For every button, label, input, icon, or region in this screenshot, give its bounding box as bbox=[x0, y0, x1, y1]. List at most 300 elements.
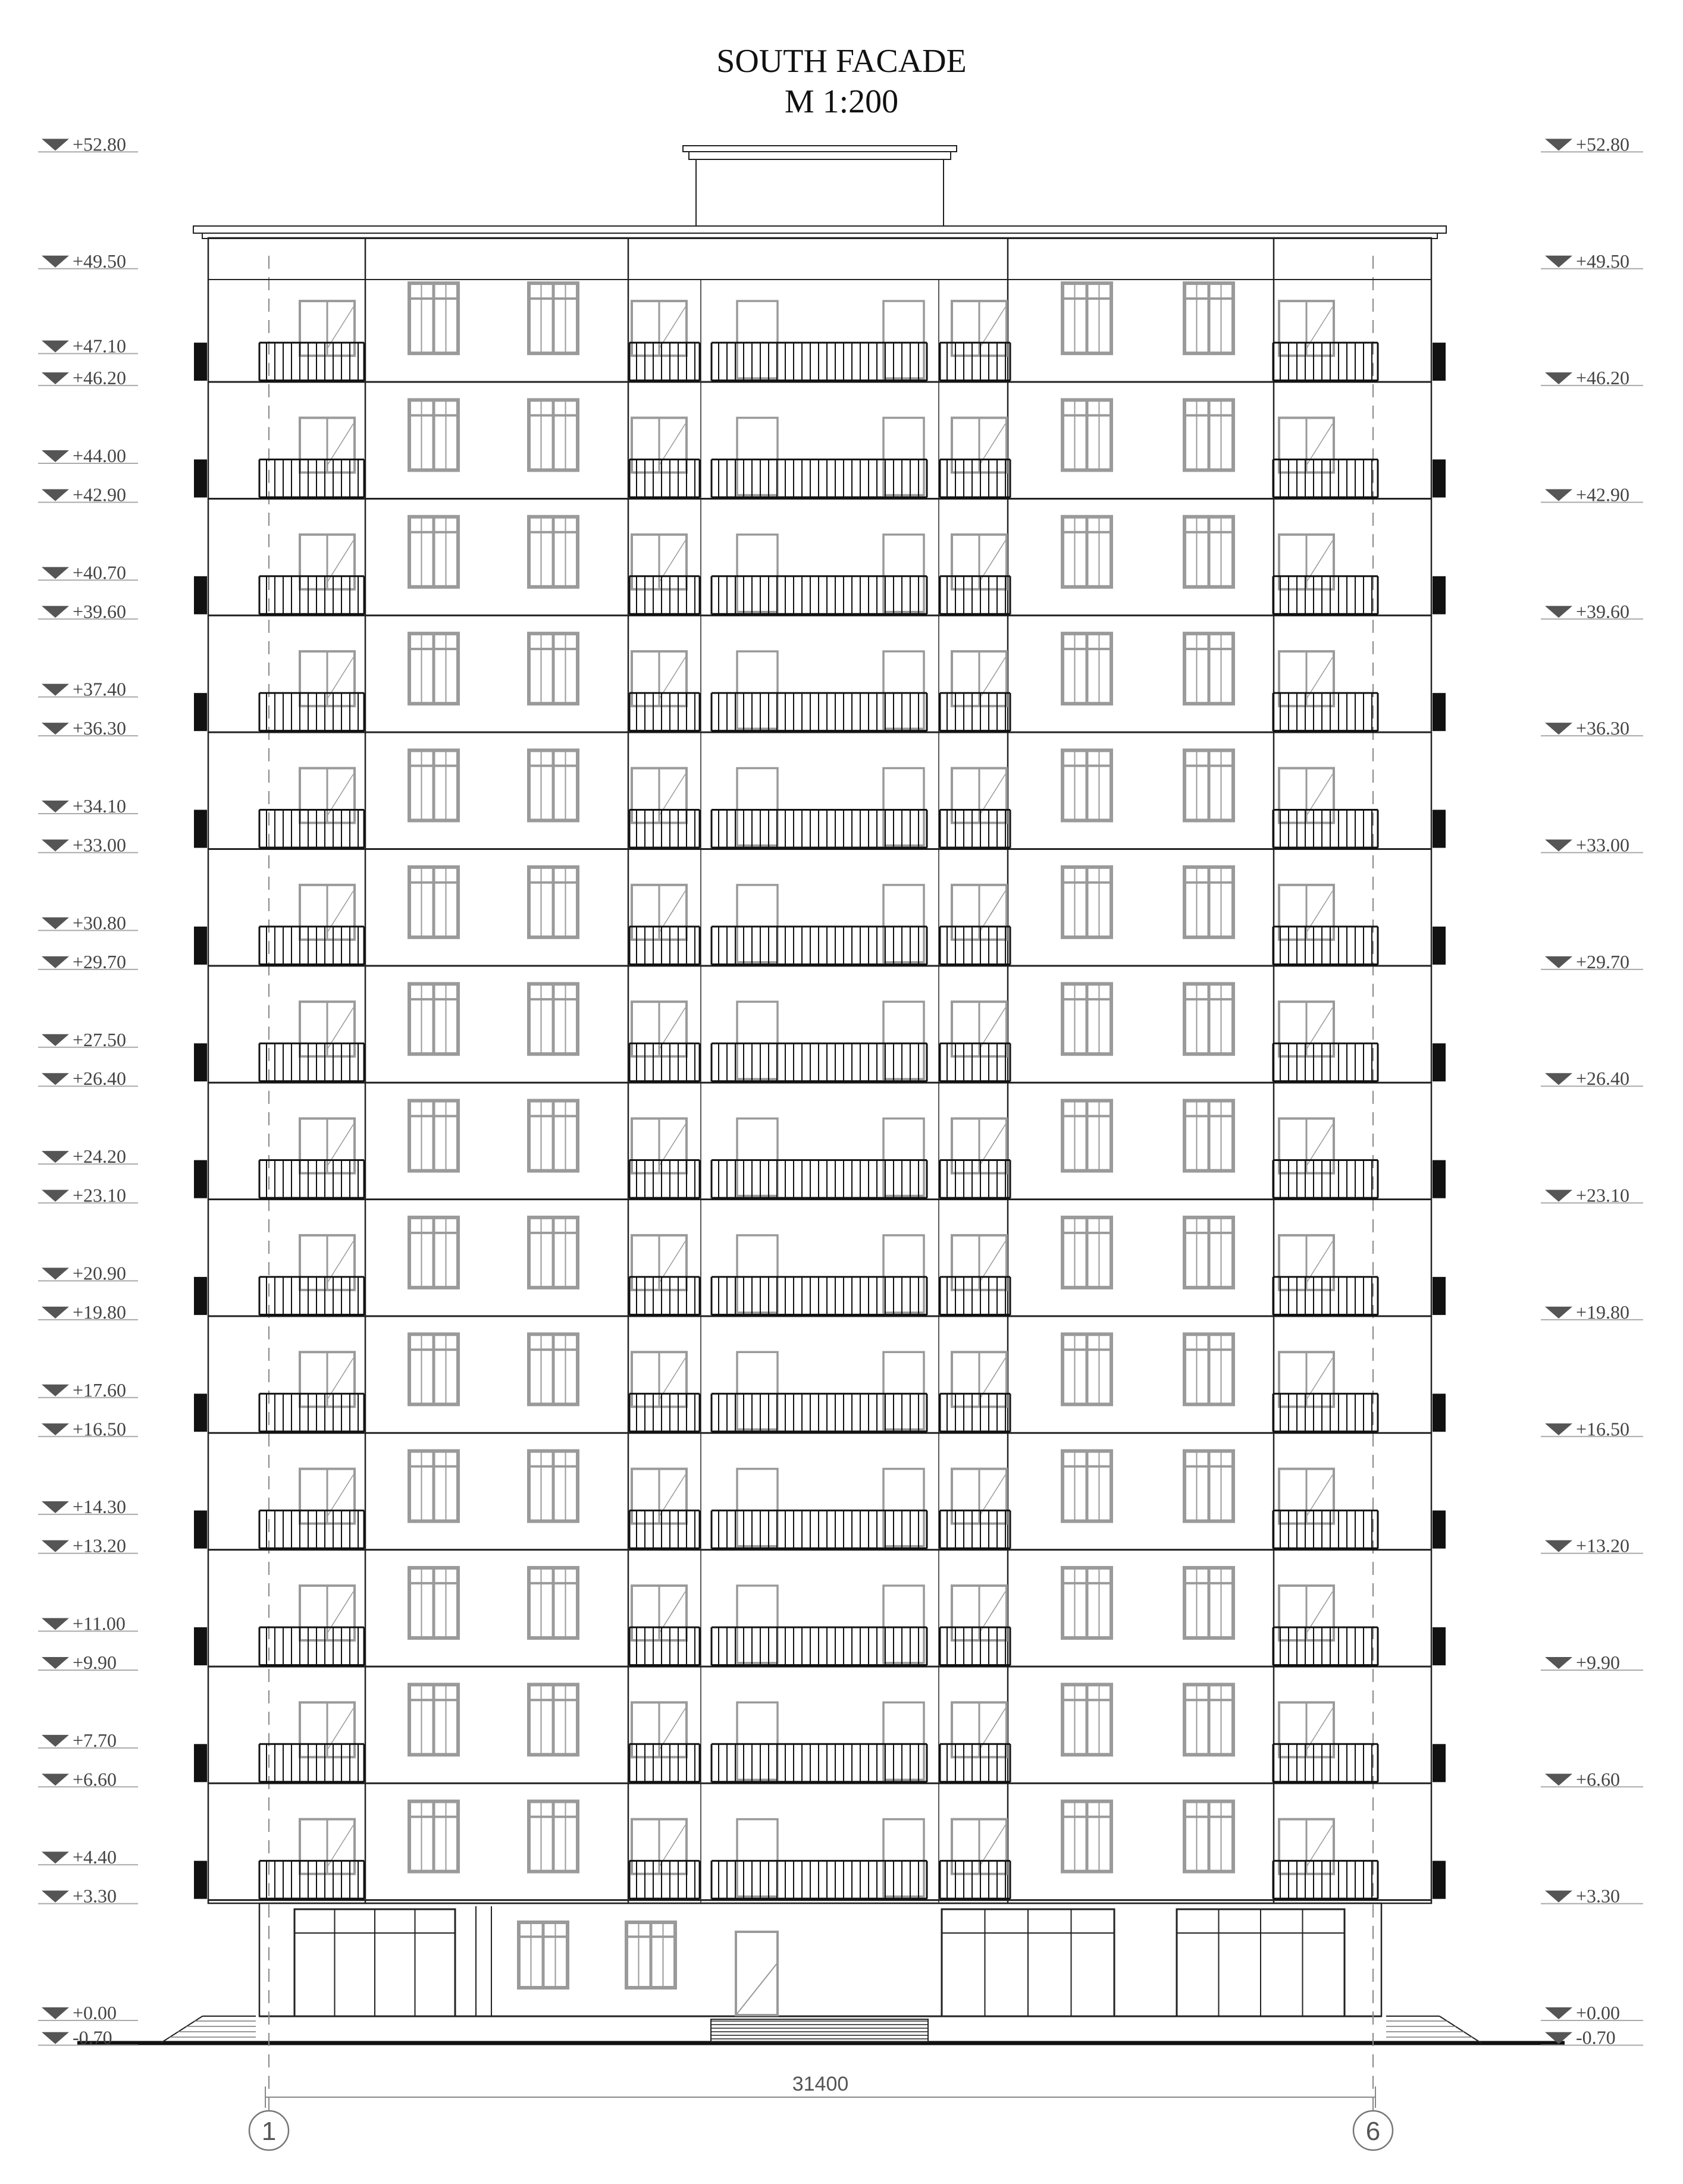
balcony-railing bbox=[712, 810, 927, 848]
side-element bbox=[194, 1861, 207, 1899]
level-marker bbox=[38, 1029, 138, 1050]
balcony-door bbox=[883, 1819, 924, 1897]
side-element bbox=[1433, 576, 1446, 614]
balcony-railing bbox=[940, 1043, 1010, 1081]
balcony-railing bbox=[629, 1043, 700, 1081]
level-triangle bbox=[42, 1540, 69, 1552]
drawing-scale: M 1:200 bbox=[784, 83, 899, 120]
window bbox=[409, 1451, 458, 1521]
level-marker bbox=[1541, 951, 1643, 972]
window bbox=[409, 1217, 458, 1288]
balcony-door bbox=[952, 1586, 1007, 1640]
storey bbox=[194, 1684, 1446, 1783]
balcony-railing bbox=[629, 1394, 700, 1432]
balcony-door bbox=[952, 418, 1007, 472]
level-label: +13.20 bbox=[1576, 1535, 1630, 1557]
level-triangle bbox=[42, 1618, 69, 1630]
level-triangle bbox=[42, 2007, 69, 2019]
balcony-railing bbox=[259, 1861, 364, 1899]
level-triangle bbox=[42, 1307, 69, 1319]
balcony-railing bbox=[940, 1511, 1010, 1549]
balcony-door bbox=[883, 418, 924, 495]
level-marker bbox=[1541, 2027, 1643, 2048]
side-element bbox=[1433, 1043, 1446, 1081]
level-label: +23.10 bbox=[1576, 1184, 1630, 1206]
window bbox=[1184, 1217, 1233, 1288]
balcony-door bbox=[883, 1352, 924, 1429]
window bbox=[1063, 283, 1111, 353]
level-marker bbox=[1541, 834, 1643, 856]
balcony-door bbox=[1279, 418, 1334, 472]
balcony-door bbox=[1279, 1702, 1334, 1757]
level-triangle bbox=[42, 1657, 69, 1669]
window bbox=[529, 1101, 578, 1171]
level-marker bbox=[38, 1146, 138, 1167]
balcony-railing bbox=[1273, 1627, 1378, 1665]
side-element bbox=[1433, 693, 1446, 731]
level-marker bbox=[38, 2027, 138, 2048]
side-element bbox=[194, 693, 207, 731]
balcony-railing bbox=[940, 343, 1010, 381]
level-label: +19.80 bbox=[1576, 1301, 1630, 1323]
window bbox=[1063, 1334, 1111, 1404]
level-triangle bbox=[42, 1735, 69, 1747]
balcony-railing bbox=[259, 1511, 364, 1549]
balcony-railing bbox=[1273, 810, 1378, 848]
window bbox=[1063, 1101, 1111, 1171]
ground-floor bbox=[259, 1903, 1381, 2016]
balcony-railing bbox=[629, 1861, 700, 1899]
level-triangle bbox=[42, 1852, 69, 1863]
level-label: +6.60 bbox=[73, 1768, 117, 1790]
level-label: +3.30 bbox=[1576, 1885, 1621, 1907]
level-marker bbox=[1541, 367, 1643, 388]
level-triangle bbox=[42, 1501, 69, 1513]
window bbox=[409, 867, 458, 937]
window bbox=[409, 751, 458, 821]
level-label: +36.30 bbox=[1576, 717, 1630, 739]
level-label: +44.00 bbox=[73, 445, 127, 466]
balcony-railing bbox=[712, 1861, 927, 1899]
balcony-railing bbox=[1273, 459, 1378, 497]
balcony-railing bbox=[940, 810, 1010, 848]
side-element bbox=[194, 576, 207, 614]
grid-axes bbox=[249, 2111, 1393, 2150]
level-triangle bbox=[42, 801, 69, 812]
storey bbox=[194, 1101, 1446, 1200]
balcony-door bbox=[1279, 651, 1334, 706]
level-label: +26.40 bbox=[73, 1068, 127, 1090]
window bbox=[529, 1684, 578, 1755]
balcony-railing bbox=[629, 1511, 700, 1549]
balcony-door bbox=[952, 1352, 1007, 1407]
level-triangle bbox=[42, 606, 69, 618]
balcony-door bbox=[883, 1119, 924, 1196]
balcony-door bbox=[952, 1702, 1007, 1757]
window bbox=[1184, 1101, 1233, 1171]
balcony-railing bbox=[629, 810, 700, 848]
door-swing bbox=[736, 1963, 778, 2015]
window bbox=[529, 1217, 578, 1288]
window bbox=[409, 1802, 458, 1872]
balcony-door bbox=[1279, 301, 1334, 356]
window bbox=[529, 400, 578, 470]
balcony-railing bbox=[712, 1627, 927, 1665]
level-triangle bbox=[42, 1385, 69, 1397]
balcony-railing bbox=[940, 1744, 1010, 1782]
balcony-railing bbox=[712, 1511, 927, 1549]
level-label: +6.60 bbox=[1576, 1768, 1621, 1790]
balcony-door bbox=[952, 1002, 1007, 1056]
balcony-door bbox=[883, 885, 924, 962]
window bbox=[529, 633, 578, 704]
storey bbox=[194, 1568, 1446, 1667]
balcony-door bbox=[883, 535, 924, 612]
level-triangle bbox=[1545, 372, 1572, 384]
window bbox=[529, 1802, 578, 1872]
window bbox=[529, 984, 578, 1054]
level-label: +11.00 bbox=[73, 1612, 126, 1634]
level-marker bbox=[38, 1301, 138, 1323]
balcony-railing bbox=[259, 1744, 364, 1782]
level-triangle bbox=[1545, 606, 1572, 618]
level-marker bbox=[1541, 1301, 1643, 1323]
side-element bbox=[194, 1160, 207, 1198]
roof-structure bbox=[696, 159, 944, 226]
balcony-door bbox=[1279, 1119, 1334, 1173]
level-label: +39.60 bbox=[1576, 600, 1630, 622]
level-label: +9.90 bbox=[1576, 1651, 1621, 1673]
balcony-railing bbox=[1273, 927, 1378, 965]
level-triangle bbox=[1545, 1073, 1572, 1085]
balcony-railing bbox=[1273, 1160, 1378, 1198]
balcony-railing bbox=[259, 1394, 364, 1432]
side-element bbox=[194, 343, 207, 381]
balcony-railing bbox=[629, 576, 700, 614]
level-marker bbox=[38, 2002, 138, 2023]
level-triangle bbox=[42, 1267, 69, 1279]
level-triangle bbox=[1545, 1423, 1572, 1435]
window bbox=[529, 1334, 578, 1404]
level-marker bbox=[38, 1262, 138, 1284]
level-marker bbox=[1541, 250, 1643, 272]
balcony-railing bbox=[940, 1627, 1010, 1665]
level-marker bbox=[1541, 1418, 1643, 1439]
window bbox=[409, 633, 458, 704]
window bbox=[529, 1451, 578, 1521]
level-marker bbox=[38, 445, 138, 466]
level-label: +37.40 bbox=[73, 678, 127, 700]
balcony-door bbox=[1279, 1586, 1334, 1640]
window bbox=[409, 1684, 458, 1755]
balcony-railing bbox=[1273, 1511, 1378, 1549]
balcony-door bbox=[883, 768, 924, 846]
level-triangle bbox=[42, 256, 69, 268]
level-triangle bbox=[1545, 1774, 1572, 1786]
level-label: +13.20 bbox=[73, 1535, 127, 1557]
storey bbox=[194, 1802, 1446, 1900]
level-label: -0.70 bbox=[73, 2026, 112, 2048]
storefront bbox=[294, 1909, 455, 2016]
balcony-railing bbox=[629, 927, 700, 965]
balcony-door bbox=[1279, 1002, 1334, 1056]
level-triangle bbox=[42, 840, 69, 852]
level-label: +42.90 bbox=[73, 484, 127, 506]
window bbox=[1063, 1568, 1111, 1638]
level-marker bbox=[1541, 2002, 1643, 2023]
level-label: +9.90 bbox=[73, 1651, 117, 1673]
level-triangle bbox=[42, 1774, 69, 1786]
level-label: +16.50 bbox=[1576, 1418, 1630, 1440]
window bbox=[1063, 1217, 1111, 1288]
window bbox=[409, 1568, 458, 1638]
tower-outline bbox=[208, 238, 1431, 1903]
level-label: +36.30 bbox=[73, 717, 127, 739]
balcony-railing bbox=[1273, 1861, 1378, 1899]
storey bbox=[194, 751, 1446, 849]
level-label: +46.20 bbox=[1576, 367, 1630, 389]
level-marker bbox=[38, 951, 138, 972]
side-element bbox=[1433, 810, 1446, 848]
balcony-railing bbox=[712, 693, 927, 731]
side-element bbox=[1433, 1277, 1446, 1315]
balcony-railing bbox=[1273, 1277, 1378, 1315]
balcony-railing bbox=[259, 1160, 364, 1198]
balcony-railing bbox=[712, 459, 927, 497]
level-label: +30.80 bbox=[73, 912, 127, 934]
balcony-door bbox=[883, 1002, 924, 1079]
level-triangle bbox=[42, 2032, 69, 2044]
window bbox=[1184, 1802, 1233, 1872]
storey bbox=[194, 633, 1446, 732]
stair-left bbox=[161, 2016, 256, 2043]
balcony-door bbox=[952, 1119, 1007, 1173]
balcony-railing bbox=[940, 1160, 1010, 1198]
level-triangle bbox=[42, 372, 69, 384]
side-element bbox=[1433, 927, 1446, 965]
level-label: +24.20 bbox=[73, 1146, 127, 1168]
level-label: +7.70 bbox=[73, 1729, 117, 1751]
level-triangle bbox=[1545, 489, 1572, 501]
balcony-door bbox=[1279, 885, 1334, 940]
window bbox=[1063, 1802, 1111, 1872]
level-triangle bbox=[42, 341, 69, 353]
balcony-door bbox=[952, 301, 1007, 356]
level-label: +49.50 bbox=[73, 250, 127, 272]
level-triangle bbox=[1545, 2007, 1572, 2019]
level-label: +3.30 bbox=[73, 1885, 117, 1907]
level-label: -0.70 bbox=[1576, 2026, 1616, 2048]
window bbox=[1184, 633, 1233, 704]
level-label: +0.00 bbox=[1576, 2002, 1621, 2023]
level-marker bbox=[38, 367, 138, 388]
storey bbox=[194, 1217, 1446, 1316]
axis-label-6: 6 bbox=[1365, 2117, 1381, 2146]
level-label: +39.60 bbox=[73, 600, 127, 622]
level-marker bbox=[1541, 1535, 1643, 1557]
window bbox=[529, 283, 578, 353]
window bbox=[1063, 867, 1111, 937]
balcony-door bbox=[1279, 535, 1334, 589]
window bbox=[529, 1568, 578, 1638]
level-triangle bbox=[1545, 1190, 1572, 1202]
roof-cornice bbox=[689, 152, 951, 159]
window bbox=[409, 984, 458, 1054]
balcony-door bbox=[883, 1469, 924, 1546]
window bbox=[1184, 867, 1233, 937]
level-label: +52.80 bbox=[1576, 133, 1630, 155]
level-marker bbox=[38, 1885, 138, 1907]
level-marker bbox=[1541, 1768, 1643, 1790]
side-element bbox=[1433, 1394, 1446, 1432]
level-marker bbox=[38, 561, 138, 583]
building-elevation bbox=[77, 146, 1565, 2111]
side-element bbox=[1433, 1627, 1446, 1665]
balcony-railing bbox=[1273, 1043, 1378, 1081]
level-marker bbox=[38, 250, 138, 272]
level-triangle bbox=[42, 956, 69, 968]
storefront bbox=[942, 1909, 1114, 2016]
window bbox=[1184, 984, 1233, 1054]
window bbox=[529, 517, 578, 587]
side-element bbox=[194, 1043, 207, 1081]
level-marker bbox=[38, 1613, 138, 1634]
balcony-railing bbox=[940, 1861, 1010, 1899]
level-triangle bbox=[42, 1190, 69, 1202]
level-triangle bbox=[42, 139, 69, 150]
side-element bbox=[194, 1277, 207, 1315]
balcony-railing bbox=[712, 343, 927, 381]
balcony-railing bbox=[629, 1744, 700, 1782]
side-element bbox=[194, 1744, 207, 1782]
side-element bbox=[1433, 1861, 1446, 1899]
axis-label-1: 1 bbox=[261, 2117, 277, 2146]
level-marker bbox=[1541, 484, 1643, 505]
window bbox=[1063, 984, 1111, 1054]
window bbox=[529, 867, 578, 937]
level-label: +46.20 bbox=[73, 367, 127, 389]
level-triangle bbox=[1545, 1657, 1572, 1669]
balcony-railing bbox=[940, 459, 1010, 497]
side-element bbox=[194, 1627, 207, 1665]
balcony-door bbox=[883, 1702, 924, 1780]
balcony-door bbox=[952, 1469, 1007, 1524]
balcony-door bbox=[883, 1586, 924, 1663]
level-label: +27.50 bbox=[73, 1028, 127, 1050]
level-label: +40.70 bbox=[73, 561, 127, 583]
balcony-door bbox=[883, 301, 924, 378]
level-label: +34.10 bbox=[73, 795, 127, 817]
level-triangle bbox=[42, 450, 69, 462]
side-element bbox=[1433, 1511, 1446, 1549]
level-label: +20.90 bbox=[73, 1262, 127, 1284]
level-marker bbox=[38, 1418, 138, 1439]
balcony-railing bbox=[629, 459, 700, 497]
window bbox=[1063, 517, 1111, 587]
level-label: +47.10 bbox=[73, 335, 127, 357]
level-label: +42.90 bbox=[1576, 484, 1630, 506]
level-triangle bbox=[42, 489, 69, 501]
stair-right bbox=[1386, 2016, 1481, 2043]
level-marker bbox=[1541, 1885, 1643, 1907]
balcony-railing bbox=[259, 576, 364, 614]
level-marker bbox=[38, 1768, 138, 1790]
balcony-door bbox=[952, 651, 1007, 706]
balcony-railing bbox=[712, 576, 927, 614]
level-label: +16.50 bbox=[73, 1418, 127, 1440]
side-element bbox=[194, 459, 207, 497]
level-marker bbox=[38, 679, 138, 700]
balcony-door bbox=[952, 885, 1007, 940]
level-triangle bbox=[1545, 139, 1572, 150]
balcony-railing bbox=[259, 1277, 364, 1315]
balcony-railing bbox=[940, 576, 1010, 614]
window bbox=[1184, 1334, 1233, 1404]
level-marker bbox=[38, 1185, 138, 1206]
balcony-railing bbox=[259, 693, 364, 731]
level-marker bbox=[38, 834, 138, 856]
storey bbox=[194, 867, 1446, 966]
roof-cornice bbox=[683, 146, 957, 152]
balcony-railing bbox=[712, 1744, 927, 1782]
window bbox=[1184, 400, 1233, 470]
balcony-railing bbox=[259, 810, 364, 848]
level-label: +23.10 bbox=[73, 1184, 127, 1206]
side-element bbox=[1433, 459, 1446, 497]
level-label: +29.70 bbox=[73, 950, 127, 972]
window bbox=[1063, 751, 1111, 821]
level-triangle bbox=[1545, 1540, 1572, 1552]
storey bbox=[194, 1451, 1446, 1550]
level-label: +33.00 bbox=[73, 834, 127, 856]
window bbox=[519, 1922, 568, 1988]
level-marker bbox=[38, 912, 138, 933]
level-marker bbox=[38, 484, 138, 505]
level-label: +14.30 bbox=[73, 1496, 127, 1518]
level-triangle bbox=[42, 723, 69, 735]
level-triangle bbox=[1545, 840, 1572, 852]
balcony-railing bbox=[712, 1043, 927, 1081]
balcony-railing bbox=[712, 1160, 927, 1198]
level-marker bbox=[1541, 1185, 1643, 1206]
level-markers bbox=[38, 133, 1643, 2048]
balcony-railing bbox=[629, 343, 700, 381]
balcony-railing bbox=[940, 1277, 1010, 1315]
level-triangle bbox=[42, 684, 69, 696]
level-triangle bbox=[42, 917, 69, 929]
level-label: +17.60 bbox=[73, 1379, 127, 1401]
storey bbox=[194, 283, 1446, 382]
level-marker bbox=[38, 717, 138, 739]
window bbox=[409, 283, 458, 353]
window bbox=[1184, 1568, 1233, 1638]
side-element bbox=[194, 927, 207, 965]
balcony-railing bbox=[259, 459, 364, 497]
level-marker bbox=[38, 1846, 138, 1868]
window bbox=[1184, 283, 1233, 353]
level-triangle bbox=[42, 567, 69, 579]
level-marker bbox=[1541, 1068, 1643, 1089]
entrance-door bbox=[736, 1932, 778, 2015]
level-triangle bbox=[42, 1073, 69, 1085]
side-element bbox=[194, 810, 207, 848]
balcony-door bbox=[1279, 1469, 1334, 1524]
balcony-door bbox=[1279, 1235, 1334, 1290]
balcony-railing bbox=[629, 1277, 700, 1315]
balcony-railing bbox=[629, 693, 700, 731]
level-marker bbox=[1541, 133, 1643, 155]
level-triangle bbox=[42, 1891, 69, 1903]
